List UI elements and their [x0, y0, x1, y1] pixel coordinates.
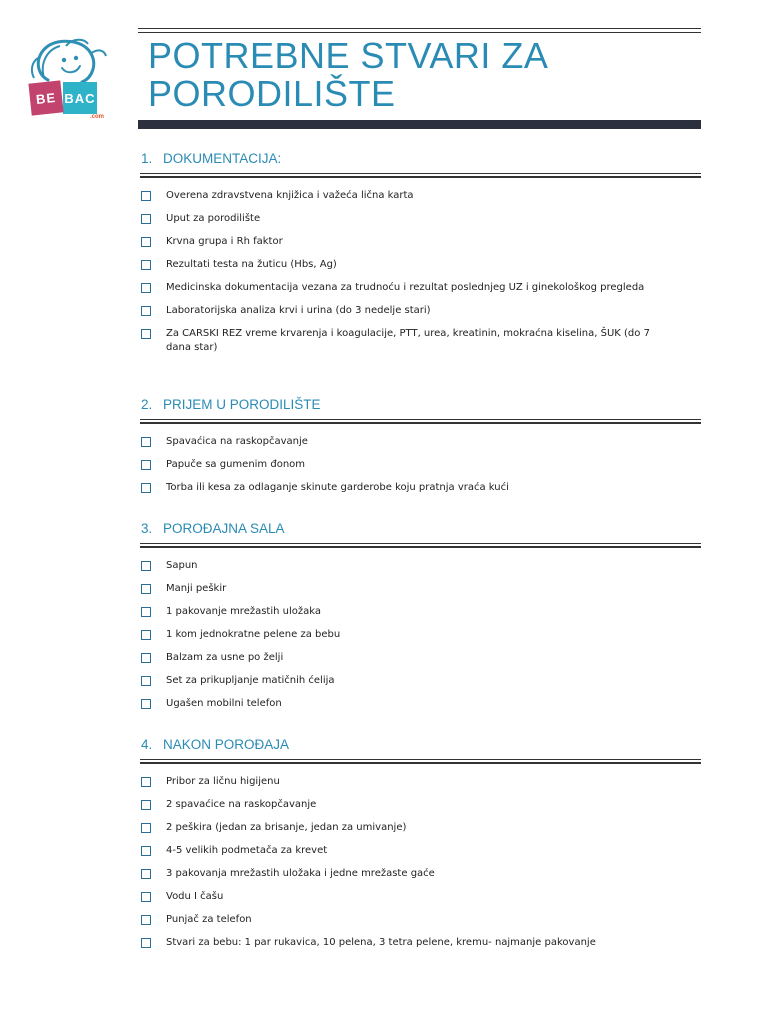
checklist-item — [140, 327, 701, 355]
checklist-item — [140, 304, 701, 318]
checkbox[interactable] — [141, 237, 151, 247]
checkbox[interactable] — [141, 938, 151, 948]
checklist-item — [140, 697, 701, 711]
item-text: 2 spavaćice na raskopčavanje — [166, 799, 317, 810]
checkbox[interactable] — [141, 607, 151, 617]
section-porodjajna-sala — [140, 521, 701, 720]
checkbox[interactable] — [141, 329, 151, 339]
item-text: Vodu I čašu — [166, 891, 224, 902]
item-text: Sapun — [166, 560, 198, 571]
checkbox[interactable] — [141, 823, 151, 833]
section-number: 1. — [141, 151, 153, 166]
logo-be-block: BE — [28, 80, 63, 115]
item-text: Stvari za bebu: 1 par rukavica, 10 pelena, 3 tetra pelene, kremu- najmanje pakovanje — [166, 937, 596, 948]
item-text: Za CARSKI REZ vreme krvarenja i koagulacije, PTT, urea, kreatinin, mokraćna kiselina, ŠUK (do 7 dana star) — [166, 328, 650, 353]
section-rule — [140, 422, 701, 424]
checkbox[interactable] — [141, 584, 151, 594]
checklist-item — [140, 936, 701, 950]
checkbox[interactable] — [141, 653, 151, 663]
checklist-item — [140, 821, 701, 835]
checkbox[interactable] — [141, 892, 151, 902]
item-text: 3 pakovanja mrežastih uložaka i jedne mrežaste gaće — [166, 868, 435, 879]
checklist — [140, 435, 701, 495]
checklist-item — [140, 628, 701, 642]
item-text: Krvna grupa i Rh faktor — [166, 236, 283, 247]
checklist-item — [140, 775, 701, 789]
bebac-logo — [26, 34, 114, 124]
item-text: Uput za porodilište — [166, 213, 261, 224]
item-text: 2 peškira (jedan za brisanje, jedan za umivanje) — [166, 822, 407, 833]
item-text: Laboratorijska analiza krvi i urina (do 3 nedelje stari) — [166, 305, 431, 316]
item-text: Pribor za ličnu higijenu — [166, 776, 280, 787]
checklist-item — [140, 212, 701, 226]
item-text: 1 pakovanje mrežastih uložaka — [166, 606, 322, 617]
section-rule — [140, 543, 701, 544]
checklist-item — [140, 281, 701, 295]
section-nakon-porodjaja — [140, 737, 701, 959]
title-rule — [138, 28, 701, 29]
section-rule — [140, 173, 701, 174]
item-text: Punjač za telefon — [166, 914, 252, 925]
item-text: Medicinska dokumentacija vezana za trudnoću i rezultat poslednjeg UZ i ginekološkog pregleda — [166, 282, 645, 293]
checkbox[interactable] — [141, 260, 151, 270]
logo-bac-block: BAC — [63, 82, 97, 114]
item-text: 4-5 velikih podmetača za krevet — [166, 845, 328, 856]
item-text: Overena zdravstvena knjižica i važeća lična karta — [166, 190, 414, 201]
title-bar — [138, 120, 701, 129]
section-rule — [140, 762, 701, 764]
checklist-item — [140, 258, 701, 272]
section-heading — [140, 737, 701, 757]
checklist-item — [140, 651, 701, 665]
checkbox[interactable] — [141, 437, 151, 447]
section-rule — [140, 176, 701, 178]
checklist-item — [140, 867, 701, 881]
checklist-item — [140, 844, 701, 858]
checkbox[interactable] — [141, 460, 151, 470]
checkbox[interactable] — [141, 777, 151, 787]
section-number: 3. — [141, 521, 153, 536]
item-text: Set za prikupljanje matičnih ćelija — [166, 675, 335, 686]
checklist-item — [140, 435, 701, 449]
item-text: Ugašen mobilni telefon — [166, 698, 282, 709]
checkbox[interactable] — [141, 630, 151, 640]
checkbox[interactable] — [141, 483, 151, 493]
section-heading — [140, 521, 701, 541]
title-block — [138, 28, 701, 129]
title-rule — [138, 32, 701, 33]
section-number: 2. — [141, 397, 153, 412]
checkbox[interactable] — [141, 869, 151, 879]
checklist — [140, 559, 701, 711]
checklist-item — [140, 582, 701, 596]
checklist-item — [140, 235, 701, 249]
section-number: 4. — [141, 737, 153, 752]
section-heading — [140, 397, 701, 417]
checkbox[interactable] — [141, 699, 151, 709]
checkbox[interactable] — [141, 846, 151, 856]
item-text: 1 kom jednokratne pelene za bebu — [166, 629, 341, 640]
checkbox[interactable] — [141, 283, 151, 293]
section-title: POROĐAJNA SALA — [163, 521, 285, 536]
section-rule — [140, 546, 701, 548]
document-title: POTREBNE STVARI ZA PORODILIŠTE — [148, 35, 547, 114]
section-title: NAKON POROĐAJA — [163, 737, 290, 752]
checklist — [140, 189, 701, 355]
item-text: Papuče sa gumenim đonom — [166, 459, 306, 470]
checklist-item — [140, 890, 701, 904]
checkbox[interactable] — [141, 561, 151, 571]
checklist-item — [140, 605, 701, 619]
section-prijem — [140, 397, 701, 504]
checkbox[interactable] — [141, 214, 151, 224]
checklist-item — [140, 798, 701, 812]
item-text: Torba ili kesa za odlaganje skinute garderobe koju pratnja vraća kući — [166, 482, 509, 493]
section-rule — [140, 419, 701, 420]
checkbox[interactable] — [141, 191, 151, 201]
checklist-item — [140, 481, 701, 495]
item-text: Balzam za usne po želji — [166, 652, 284, 663]
item-text: Spavaćica na raskopčavanje — [166, 436, 308, 447]
checklist-item — [140, 913, 701, 927]
section-title: PRIJEM U PORODILIŠTE — [163, 397, 321, 412]
section-heading — [140, 151, 701, 171]
checklist-item — [140, 458, 701, 472]
checkbox[interactable] — [141, 676, 151, 686]
checkbox[interactable] — [141, 915, 151, 925]
item-text: Manji peškir — [166, 583, 227, 594]
section-dokumentacija — [140, 151, 701, 364]
item-text: Rezultati testa na žuticu (Hbs, Ag) — [166, 259, 337, 270]
section-rule — [140, 759, 701, 760]
checkbox[interactable] — [141, 800, 151, 810]
logo-domain-suffix: .com — [90, 114, 105, 120]
checklist — [140, 775, 701, 950]
checkbox[interactable] — [141, 306, 151, 316]
checklist-item — [140, 189, 701, 203]
section-title: DOKUMENTACIJA: — [163, 151, 282, 166]
checklist-item — [140, 559, 701, 573]
checklist-item — [140, 674, 701, 688]
